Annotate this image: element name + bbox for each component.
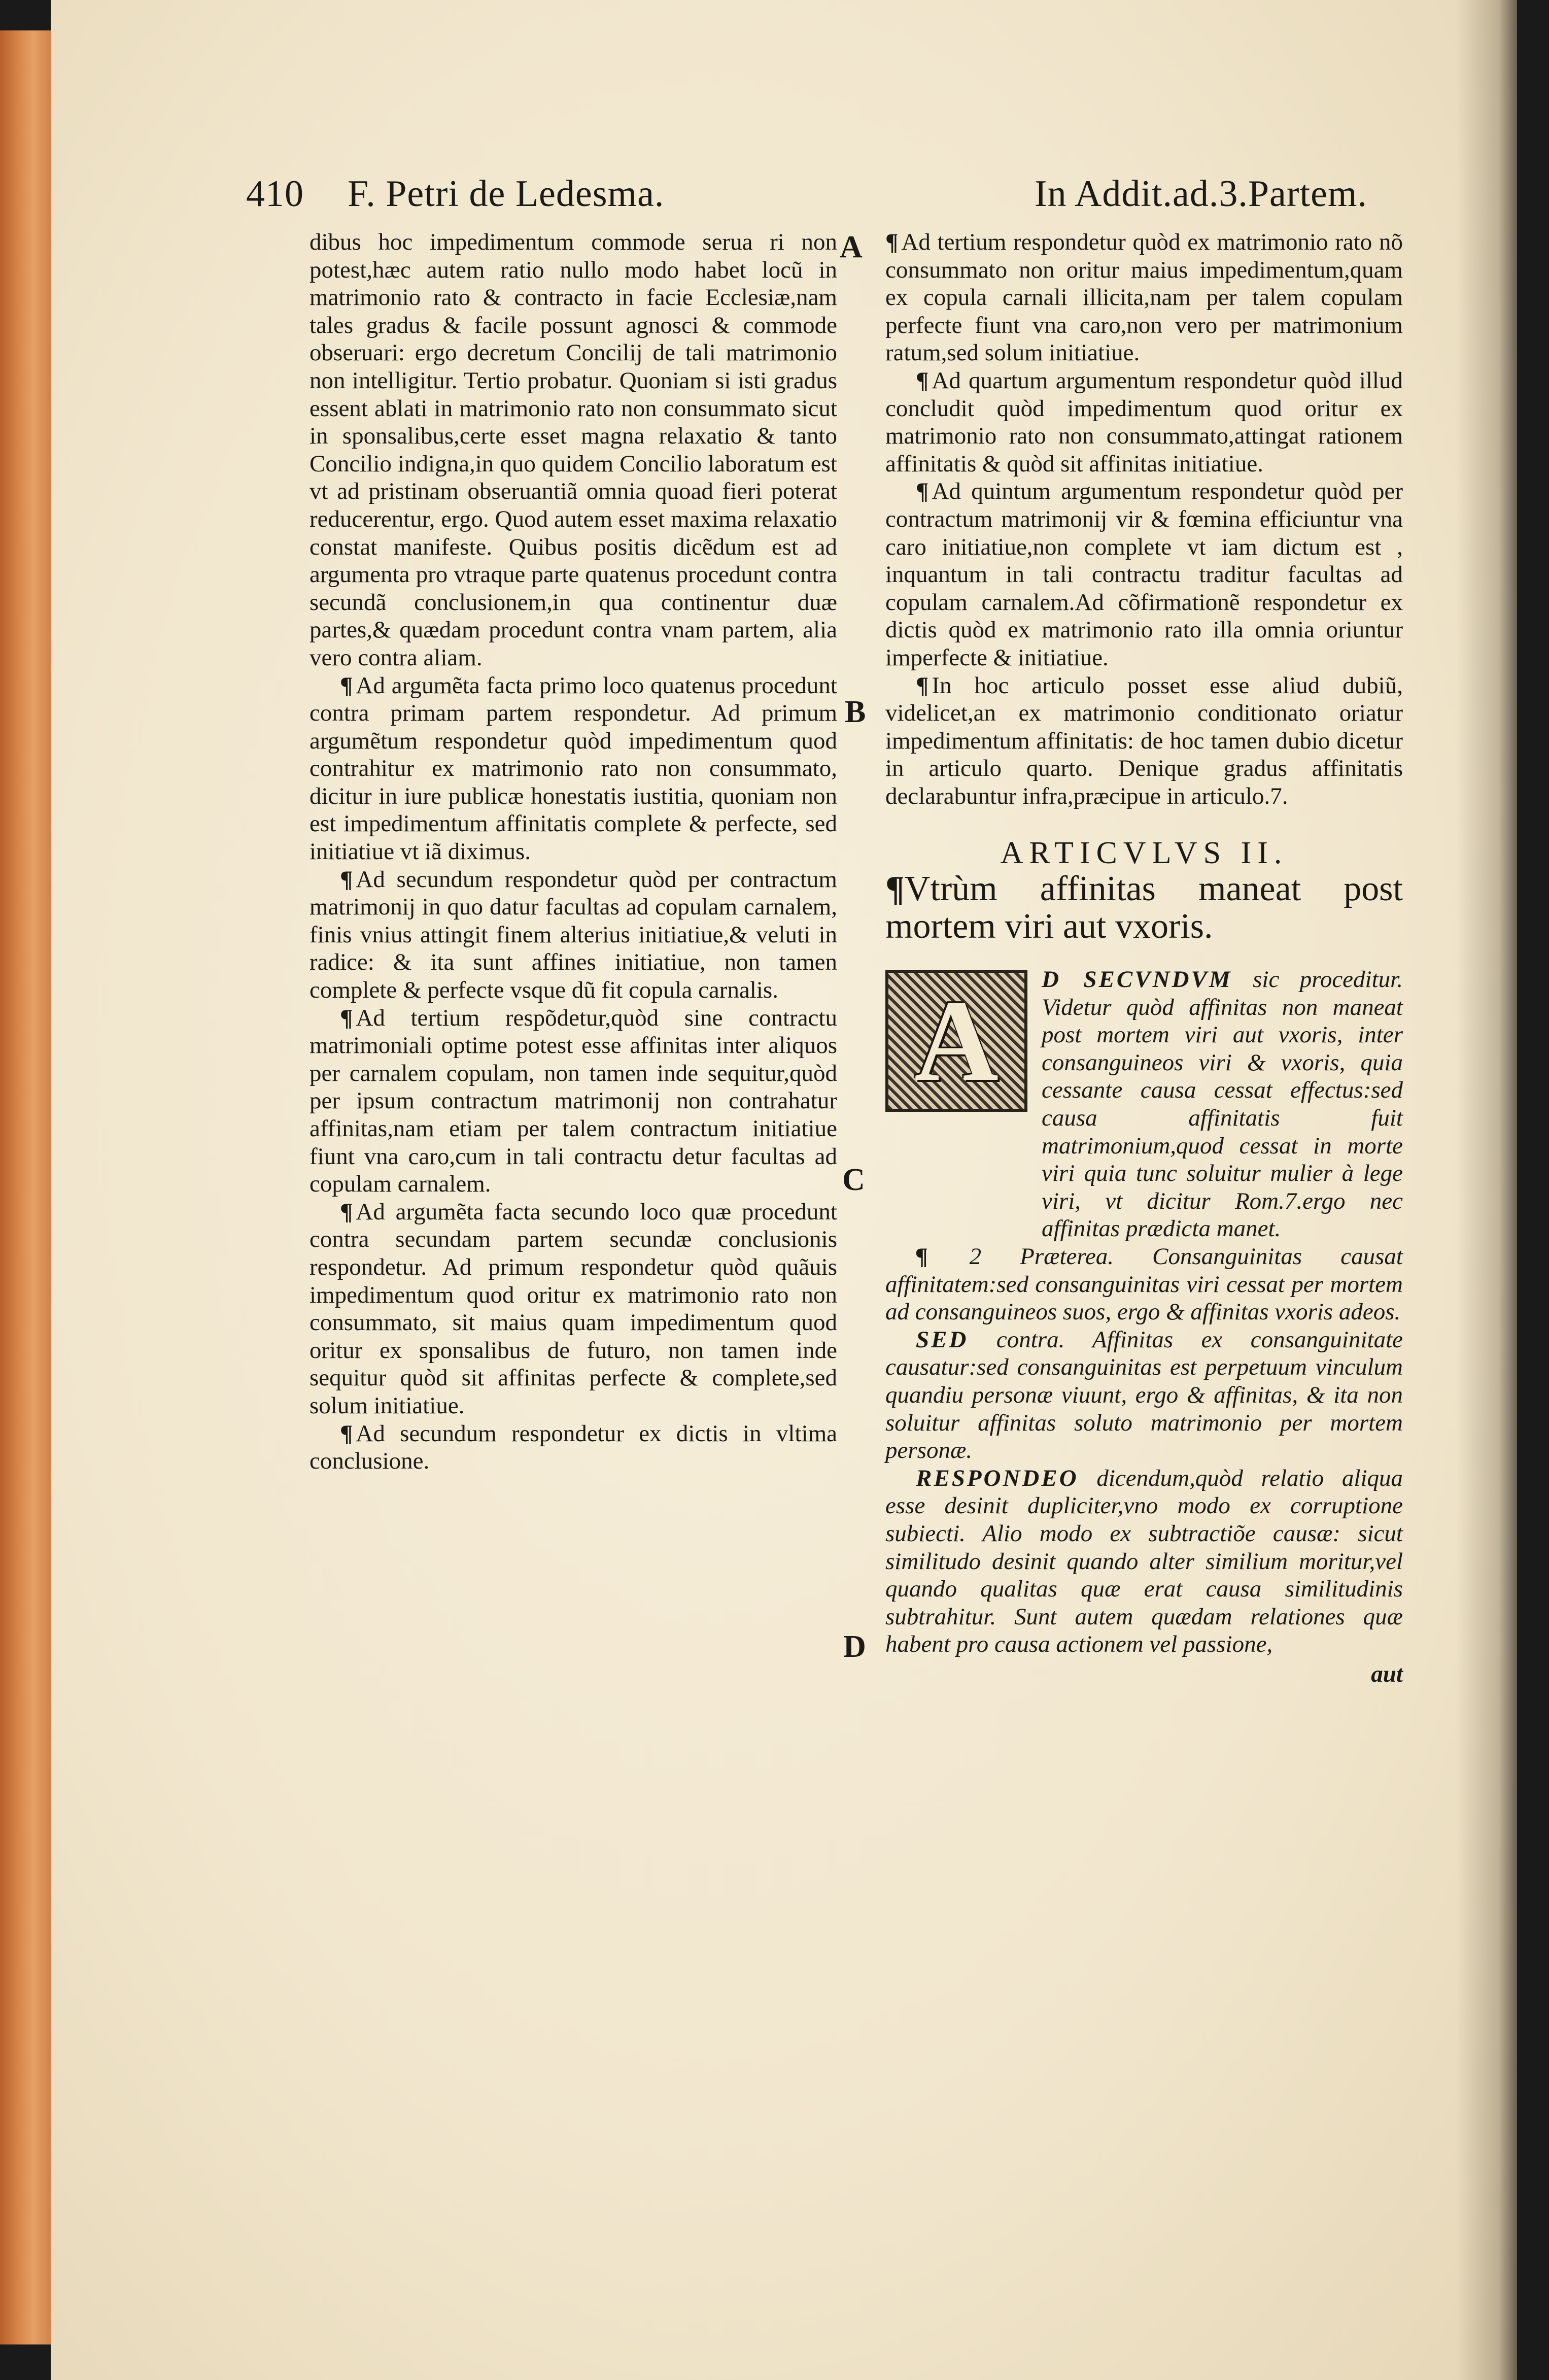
right-paragraph-7-text: dicendum,quòd relatio aliqua esse desinit dupliciter,vno modo ex corruptione subiecti. Alio modo ex subtractiõe causæ: sicut similitudo desinit quando alter similium moritur,vel quando qualitas quæ erat causa similitudinis subtrahitur. Sunt autem quædam relationes quæ habent pro causa actionem vel passione, xyxy=(885,1465,1403,1658)
pilcrow-icon: ¶ xyxy=(916,367,929,394)
right-paragraph-6-text: contra. Affinitas ex consanguinitate causatur:sed consanguinitas est perpetuum vinculum quandiu personæ viuunt, ergo & affinitas, & ita non soluitur affinitas soluto matrimonio per mortem personæ. xyxy=(885,1326,1403,1464)
right-paragraph-5 xyxy=(885,1243,1403,1326)
opening-body: sic proceditur. Videtur quòd affinitas non maneat post mortem viri aut vxoris, inter consanguineos viri & vxoris, quia cessante causa cessat effectus:sed causa affinitatis fuit matrimonium,quod cessat in morte viri quia tunc soluitur mulier à lege viri, vt dicitur Rom.7.ergo nec affinitas prædicta manet. xyxy=(1042,966,1403,1242)
right-paragraph-6 xyxy=(885,1326,1403,1465)
margin-letter-b: B xyxy=(845,695,866,729)
left-paragraph-2 xyxy=(309,672,837,866)
right-paragraph-7 xyxy=(885,1465,1403,1658)
right-paragraph-5-number: 2 xyxy=(969,1243,982,1270)
left-paragraph-3 xyxy=(309,866,837,1004)
left-paragraph-5-text: Ad argumẽta facta secundo loco quæ procedunt contra secundam partem secundæ conclusionis respondetur. Ad primum respondetur quòd quãuis impedimentum quod oritur ex matrimonio rato non consummato, sit maius quam impedimentum quod oritur ex sponsalibus de futuro, non tamen inde sequitur quòd sit affinitas perfecte & complete,sed solum initiatiue. xyxy=(309,1198,837,1419)
pilcrow-icon: ¶ xyxy=(340,1004,353,1031)
right-paragraph-5-text: Præterea. Consanguinitas causat affinitatem:sed consanguinitas viri cessat per mortem ad consanguineos suos, ergo & affinitas vxoris adeos. xyxy=(885,1243,1403,1325)
right-paragraph-1 xyxy=(885,228,1403,367)
running-head-author: F. Petri de Ledesma. xyxy=(348,173,665,215)
running-head xyxy=(246,173,1367,228)
margin-letter-a: A xyxy=(840,230,863,264)
decorated-initial-icon xyxy=(885,970,1027,1112)
page-number: 410 xyxy=(246,173,304,215)
right-paragraph-1-text: Ad tertium respondetur quòd ex matrimonio rato nõ consummato non oritur maius impedimentum,quam ex copula carnali illicita,nam per talem copulam perfecte fiunt vna caro,non vero per matrimonium ratum,sed solum initiatiue. xyxy=(885,229,1403,366)
pilcrow-icon: ¶ xyxy=(916,1243,928,1270)
gutter-shadow xyxy=(1456,0,1517,2380)
article-question-text: Vtrùm affinitas maneat post mortem viri aut vxoris. xyxy=(885,869,1403,946)
margin-letter-d: D xyxy=(843,1629,866,1664)
left-paragraph-4-text: Ad tertium respõdetur,quòd sine contractu matrimoniali optime potest esse affinitas inter aliquos per carnalem copulam, non tamen inde sequitur,quòd per ipsum contractum matrimonij non contrahatur affinitas,nam etiam per talem contractum initiatiue fiunt vna caro,cum in tali contractu detur facultas ad copulam carnalem. xyxy=(309,1004,837,1198)
right-paragraph-3-text: Ad quintum argumentum respondetur quòd per contractum matrimonij vir & fœmina efficiuntur vna caro initiatiue,non complete vt iam dictum est , inquantum in tali contractu traditur facultas ad copulam carnalem.Ad cõfirmationẽ respondetur ex dictis quòd ex matrimonio rato illa omnia oriuntur imperfecte & initiatiue. xyxy=(885,478,1403,671)
pilcrow-icon: ¶ xyxy=(885,869,905,909)
left-paragraph-4 xyxy=(309,1004,837,1198)
pilcrow-icon: ¶ xyxy=(340,1420,353,1447)
pilcrow-icon: ¶ xyxy=(340,672,353,699)
left-column xyxy=(309,228,837,1475)
left-paragraph-6-text: Ad secundum respondetur ex dictis in vltima conclusione. xyxy=(309,1420,837,1475)
pilcrow-icon: ¶ xyxy=(916,478,929,505)
article-question xyxy=(885,870,1403,945)
right-paragraph-4 xyxy=(885,672,1403,810)
book-fore-edge xyxy=(0,30,56,2344)
right-paragraph-2 xyxy=(885,367,1403,478)
decorated-initial-letter: A xyxy=(914,975,999,1105)
pilcrow-icon: ¶ xyxy=(885,229,899,255)
running-head-section: In Addit.ad.3.Partem. xyxy=(1034,173,1367,215)
opening-lead: D SECVNDVM xyxy=(1042,966,1232,993)
respondeo-lead: RESPONDEO xyxy=(916,1465,1079,1491)
left-paragraph-3-text: Ad secundum respondetur quòd per contractum matrimonij in quo datur facultas ad copulam carnalem, finis vnius attingit finem alterius initiatiue,& veluti in radice: & ita sunt affines initiatiue, non tamen complete & perfecte vsque dũ fit copula carnalis. xyxy=(309,866,837,1004)
pilcrow-icon: ¶ xyxy=(340,866,353,893)
pilcrow-icon: ¶ xyxy=(340,1198,353,1225)
left-paragraph-5 xyxy=(309,1198,837,1420)
opening-paragraph xyxy=(885,966,1403,1243)
pilcrow-icon: ¶ xyxy=(916,672,929,699)
right-paragraph-2-text: Ad quartum argumentum respondetur quòd illud concludit quòd impedimentum quod oritur ex matrimonio rato non consummato,attingat rationem affinitatis & quòd sit affinitas initiatiue. xyxy=(885,367,1403,477)
left-paragraph-2-text: Ad argumẽta facta primo loco quatenus procedunt contra primam partem respondetur. Ad primum argumẽtum respondetur quòd impedimentum quod contrahitur ex matrimonio rato non consummato, dicitur in iure publicæ honestatis iustitia, quoniam non est impedimentum affinitatis complete & perfecte, sed initiatiue vt iã diximus. xyxy=(309,672,837,865)
right-paragraph-4-text: In hoc articulo posset esse aliud dubiũ, videlicet,an ex matrimonio conditionato oriatur impedimentum affinitatis: de hoc tamen dubio dicetur in articulo quarto. Denique gradus affinitatis declarabuntur infra,præcipue in articulo.7. xyxy=(885,672,1403,809)
right-paragraph-3 xyxy=(885,478,1403,671)
left-paragraph-1: dibus hoc impedimentum commode serua ri non potest,hæc autem ratio nullo modo habet locũ in matrimonio rato & contracto in facie Ecclesiæ,nam tales gradus & facile possunt agnosci & commode obseruari: ergo decretum Concilij de tali matrimonio non intelligitur. Tertio probatur. Quoniam si isti gradus essent ablati in matrimonio rato non consummato sicut in sponsalibus,certe esset magna relaxatio & tanto Concilio indigna,in quo quidem Concilio laboratum est vt ad pristinam obseruantiã omnia quoad fieri poterat reducerentur, ergo. Quod autem esset maxima relaxatio constat manifeste. Quibus positis dicẽdum est ad argumenta pro vtraque parte quatenus procedunt contra secundã conclusionem,in qua continentur duæ partes,& quædam procedunt contra vnam partem, alia vero contra aliam. xyxy=(309,229,837,671)
opening-paragraph-text xyxy=(1042,966,1403,1243)
margin-letter-c: C xyxy=(842,1163,865,1197)
catchword: aut xyxy=(1371,1660,1403,1687)
article-heading: ARTICVLVS II. xyxy=(1000,836,1288,871)
sed-contra-lead: SED xyxy=(916,1326,969,1353)
right-column xyxy=(885,228,1403,1688)
left-paragraph-6 xyxy=(309,1420,837,1475)
